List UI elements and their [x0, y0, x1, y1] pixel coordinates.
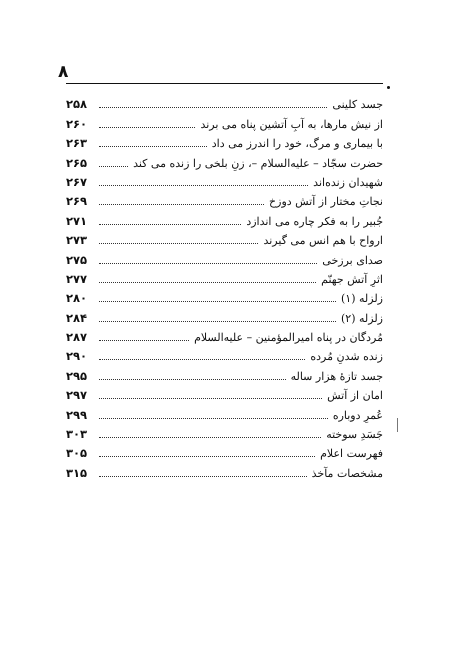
toc-entry-title: زنده شدنِ مُرده	[310, 350, 383, 364]
dot-leader	[99, 127, 195, 128]
toc-entry	[66, 441, 383, 460]
toc-entry-page: ۲۸۰	[66, 291, 88, 306]
toc-entry-title: فهرست اعلام	[320, 447, 383, 461]
dot-leader	[99, 107, 327, 108]
toc-entry	[66, 247, 383, 266]
toc-entry-page: ۲۵۸	[66, 97, 88, 112]
toc-entry-title: از نیش مارها، به آبِ آتشین پناه می برند	[200, 117, 383, 131]
dot-leader	[99, 146, 207, 147]
toc-entry-page: ۳۱۵	[66, 465, 88, 480]
dot-leader	[99, 476, 307, 477]
toc-entry-title: جسد کلینی	[332, 98, 383, 112]
toc-entry	[66, 402, 383, 421]
dot-leader	[99, 204, 264, 205]
toc-entry-title: عُمرِ دوباره	[332, 408, 383, 422]
dot-leader	[99, 437, 321, 438]
toc-entry	[66, 189, 383, 208]
toc-entry-title: حضرت سجّاد – علیه‌السلام –، زنِ بلخی را زنده می کند	[133, 156, 383, 170]
toc-entry	[66, 363, 383, 382]
page-number: ۸	[58, 62, 69, 82]
toc-entry-page: ۲۶۳	[66, 136, 88, 151]
dot-leader	[99, 359, 305, 360]
dot-leader	[99, 418, 328, 419]
toc-entry-title: مُردگان در پناه امیرالمؤمنین – علیه‌السلام	[194, 331, 383, 345]
toc-entry-title: امان از آتش	[327, 389, 383, 403]
margin-mark	[397, 418, 398, 432]
toc-entry	[66, 92, 383, 111]
toc-entry-title: مشخصات مآخذ	[311, 466, 383, 480]
toc-entry-page: ۲۷۷	[66, 271, 88, 286]
table-of-contents	[66, 92, 383, 480]
dot-leader	[99, 379, 286, 380]
toc-entry-page: ۲۸۴	[66, 310, 88, 325]
toc-entry-page: ۲۹۰	[66, 349, 88, 364]
toc-entry-page: ۲۷۳	[66, 233, 88, 248]
toc-entry-title: ارواح با هم انس می گیرند	[263, 234, 383, 248]
toc-entry	[66, 344, 383, 363]
dot-leader	[99, 398, 322, 399]
dot-leader	[99, 282, 316, 283]
toc-entry-page: ۲۶۷	[66, 174, 88, 189]
ink-dot	[387, 86, 390, 89]
toc-entry-title: صدای برزخی	[322, 253, 383, 267]
dot-leader	[99, 263, 317, 264]
header-rule	[66, 83, 383, 84]
toc-entry	[66, 111, 383, 130]
dot-leader	[99, 243, 258, 244]
toc-entry-title: اثرِ آتش جهنّم	[321, 272, 383, 286]
toc-entry-title: جُبیر را به فکر چاره می اندازد	[246, 214, 383, 228]
toc-entry	[66, 325, 383, 344]
toc-entry	[66, 460, 383, 479]
dot-leader	[99, 224, 241, 225]
toc-entry	[66, 383, 383, 402]
dot-leader	[99, 301, 336, 302]
dot-leader	[99, 340, 189, 341]
toc-entry-title: جَسَدِ سوخته	[326, 428, 383, 442]
toc-entry	[66, 267, 383, 286]
toc-entry-page: ۲۶۰	[66, 116, 88, 131]
toc-entry	[66, 150, 383, 169]
toc-entry	[66, 422, 383, 441]
dot-leader	[99, 321, 336, 322]
toc-entry-page: ۲۹۵	[66, 368, 88, 383]
toc-entry-page: ۲۹۹	[66, 407, 88, 422]
toc-entry-page: ۳۰۵	[66, 446, 88, 461]
toc-entry-page: ۲۶۹	[66, 194, 88, 209]
dot-leader	[99, 166, 128, 167]
toc-entry	[66, 170, 383, 189]
toc-entry-page: ۲۷۱	[66, 213, 88, 228]
toc-entry-page: ۲۹۷	[66, 388, 88, 403]
toc-entry-title: با بیماری و مرگ، خود را اندرز می داد	[211, 137, 383, 151]
dot-leader	[99, 456, 315, 457]
toc-entry-page: ۲۸۷	[66, 330, 88, 345]
toc-entry-title: نجاتِ مختار از آتش دوزخ	[269, 195, 383, 209]
toc-entry	[66, 228, 383, 247]
toc-entry	[66, 286, 383, 305]
toc-entry-page: ۲۶۵	[66, 155, 88, 170]
toc-entry	[66, 131, 383, 150]
toc-entry-title: زلزله (۲)	[341, 311, 383, 325]
toc-entry	[66, 208, 383, 227]
dot-leader	[99, 185, 308, 186]
toc-entry	[66, 305, 383, 324]
toc-entry-page: ۲۷۵	[66, 252, 88, 267]
toc-entry-title: جسد تازهٔ هزار ساله	[290, 369, 383, 383]
toc-entry-title: شهیدان زنده‌اند	[313, 175, 383, 189]
toc-entry-title: زلزله (۱)	[341, 292, 383, 306]
toc-entry-page: ۳۰۳	[66, 427, 88, 442]
